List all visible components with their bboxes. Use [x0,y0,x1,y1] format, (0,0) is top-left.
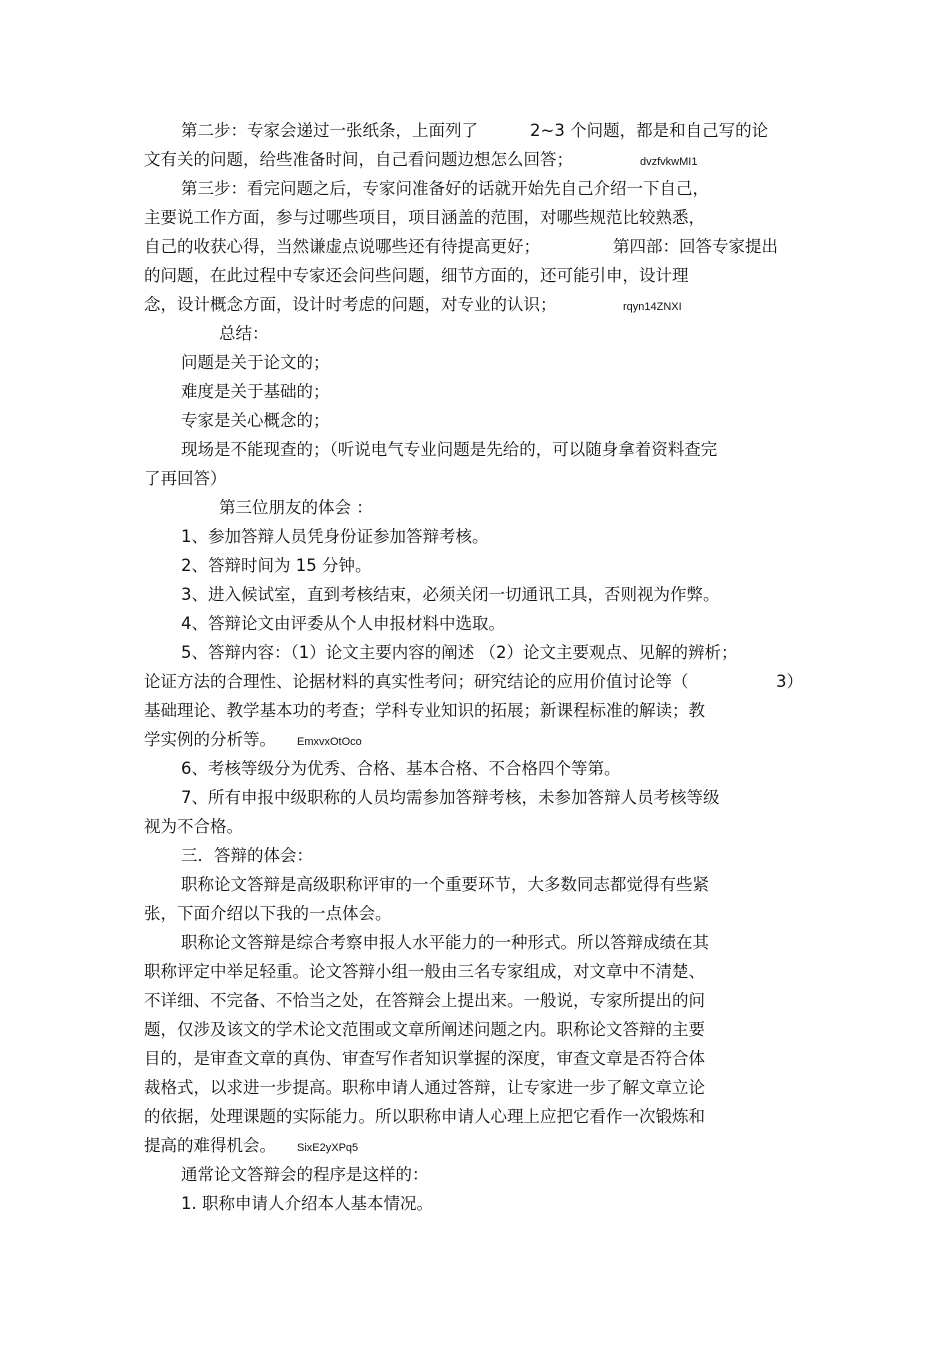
text-line: 问题是关于论文的； [181,353,330,372]
text-line: 职称论文答辩是高级职称评审的一个重要环节，大多数同志都觉得有些紧 [181,875,709,894]
text-line: 难度是关于基础的； [181,382,330,401]
text-line: 第三步：看完问题之后，专家问准备好的话就开始先自己介绍一下自己， [181,179,709,198]
text-line: 张，下面介绍以下我的一点体会。 [144,904,392,923]
text-line: 第二步：专家会递过一张纸条，上面列了 [181,121,478,140]
text-line: 专家是关心概念的； [181,411,330,430]
code-tag: dvzfvkwMI1 [640,156,698,168]
text-line: 2~3 个问题，都是和自己写的论 [530,121,769,140]
text-line: 1、参加答辩人员凭身份证参加答辩考核。 [181,527,489,546]
text-line: 念，设计概念方面，设计时考虑的问题，对专业的认识； [144,295,557,314]
text-line: 5、答辩内容：（1）论文主要内容的阐述 （2）论文主要观点、见解的辨析； [181,643,738,662]
text-line: 不详细、不完备、不恰当之处，在答辩会上提出来。一般说，专家所提出的问 [144,991,705,1010]
text-line: 6、考核等级分为优秀、合格、基本合格、不合格四个等第。 [181,759,621,778]
text-line: 基础理论、教学基本功的考查；学科专业知识的拓展；新课程标准的解读；教 [144,701,705,720]
text-line: 3） [776,672,803,691]
text-line: 总结： [219,324,269,343]
text-line: 的问题，在此过程中专家还会问些问题，细节方面的，还可能引申，设计理 [144,266,689,285]
code-tag: SixE2yXPq5 [297,1142,359,1154]
text-line: 现场是不能现查的；（听说电气专业问题是先给的，可以随身拿着资料查完 [181,440,718,459]
text-line: 第四部：回答专家提出 [613,237,778,256]
text-line: 通常论文答辩会的程序是这样的： [181,1165,429,1184]
text-line: 自己的收获心得，当然谦虚点说哪些还有待提高更好； [144,237,540,256]
text-line: 第三位朋友的体会 ： [219,498,373,517]
text-line: 7、所有申报中级职称的人员均需参加答辩考核，未参加答辩人员考核等级 [181,788,720,807]
code-tag: rqyn14ZNXI [623,301,682,313]
text-line: 职称论文答辩是综合考察申报人水平能力的一种形式。所以答辩成绩在其 [181,933,709,952]
text-line: 3、进入候试室，直到考核结束，必须关闭一切通讯工具，否则视为作弊。 [181,585,720,604]
text-line: 学实例的分析等。 [144,730,276,749]
text-line: 职称评定中举足轻重。论文答辩小组一般由三名专家组成，对文章中不清楚、 [144,962,705,981]
text-line: 4、答辩论文由评委从个人申报材料中选取。 [181,614,505,633]
text-line: 主要说工作方面，参与过哪些项目，项目涵盖的范围，对哪些规范比较熟悉， [144,208,705,227]
text-line: 了再回答） [144,469,227,488]
text-line: 目的，是审查文章的真伪、审查写作者知识掌握的深度，审查文章是否符合体 [144,1049,705,1068]
text-line: 论证方法的合理性、论据材料的真实性考问；研究结论的应用价值讨论等（ [144,672,689,691]
text-line: 1. 职称申请人介绍本人基本情况。 [181,1194,433,1213]
text-line: 文有关的问题，给些准备时间，自己看问题边想怎么回答； [144,150,573,169]
section-heading: 三．答辩的体会： [181,846,313,865]
text-line: 提高的难得机会。 [144,1136,276,1155]
text-line: 视为不合格。 [144,817,243,836]
code-tag: EmxvxOtOco [297,736,362,748]
text-line: 2、答辩时间为 15 分钟。 [181,556,372,575]
text-line: 的依据，处理课题的实际能力。所以职称申请人心理上应把它看作一次锻炼和 [144,1107,705,1126]
text-line: 裁格式，以求进一步提高。职称申请人通过答辩，让专家进一步了解文章立论 [144,1078,705,1097]
text-line: 题，仅涉及该文的学术论文范围或文章所阐述问题之内。职称论文答辩的主要 [144,1020,705,1039]
